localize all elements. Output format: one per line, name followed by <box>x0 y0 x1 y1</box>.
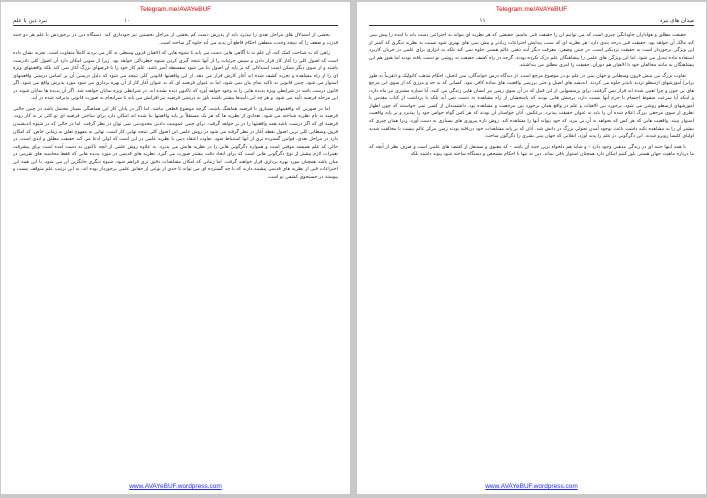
paragraph: بخشی از استدلال های مراحل بعدی را نپذیرد باید از پذیرش دست کم بخشی از مراحل نخستین نیز خودداری کند. دستگاه دین در برخوردش با علم هر دو جنبه قدرت و ضعف را که نتیجه وحدت منطقی احکام قاطع آن پدید می آید جلوه گر ساخته است. <box>13 33 338 46</box>
paragraph: تفاوت بزرگ بین بینش قرون وسطایی و جهان بینی در علم نو در موضوع مرجع است. از دیدگاه درس خواندگان، متن انجیل، احکام مذهب کاتولیک و (تقریباً به طور برابر) آموزشهای ارسطو تردید ناپذیر جلوه می کردند. اندیشه های اصیل و حتی بررسی واقعیت های ساده کافی نبود. کسانی که به حد و مرزی که از سوی این مرجع های بی چون و چرا تعیین شده اند قرار نمی گرفتند، برای پرسشهایی از این قبیل که در آن سوی زمین نیز انسان هایی زندگی می کنند، آیا سیاره مشتری نیز ماه دارد، و اینکه آیا سرعت سقوط اجسام با جرم آنها نسبت دارد، پرسش هایی بودند که پاسخشان از راه مشاهده به دست نمی آید بلکه با برداشت از کتاب مقدس یا آموزشهای ارسطو روشن می شود. برخورد بین الاهیات و علم در واقع همان برخورد بین مرجعیت و مشاهده بود. دانشمندان از کسی نمی خواستند که چون اظهار نظری از سوی مرجعی بزرگ اعلام شده آن را باید به عنوان حقیقت بپذیرد. برعکس، آنان خواستار آن بودند که هر کس گواه حواس خود را بپذیرد و بر پایه واقعیت استوار ببیند. واقعیت هایی که هر کس که بخواهد به آن پی ببرد، که خود بتواند آنها را مشاهده کند. روش تازه پیروزی های بسیاری به دست آورد. زیرا همان چیزی که بیشتر آن را به مشاهده تکیه داشت باعث بوجود آمدن تحولی بزرگ در دانش شد. آنان که بر پایه مشاهدات خود دریافته بودند زمین مرکز عالم نیست با مخالفت شدید اولیای کلیسا روبرو شدند. این دگرگونی در علم را پدید آورد، انقلابی که جهان بینی بشری را دگرگون ساخت. <box>369 73 694 140</box>
paragraph: با همه اینها جنبه ای در زندگی مذهبی وجود دارد – و شاید هم دلخواه ترین جنبه آن باشد – که معنوی و مستقل از کشف های علمی است و صرف نظر از آنچه که ما درباره ماهیت جهان هستی باور کنیم امکان دارد همچنان استوار باقی بماند. دین نه تنها با احکام مشخص و دستگاه ساخته شود پیوند داشته بلکه <box>369 144 694 158</box>
page-header <box>13 16 338 26</box>
telegram-link[interactable]: Telegram.me/AVAYeBUF <box>495 6 568 13</box>
book-page-left <box>1 2 350 494</box>
telegram-link[interactable]: Telegram.me/AVAYeBUF <box>139 6 212 13</box>
header-title: نبرد دین با علم <box>13 18 48 24</box>
paragraph: حقیقت مطلق و هواداران جاودانگی چیزی است که می توانیم آن را حقیقت فنی بنامیم. حقیقتی که هر نظریه ای نتواند به اختراعی دست یابد یا آینده را پیش بینی کند مالک آن خواهد بود. حقیقت فنی درجه بندی دارد: هر نظریه ای که سبب پیدایش اختراعات زیادتر و پیش بینی های بهتری شود نسبت به نظریه دیگری که کمتر از این ویژگی برخوردار است به حقیقت نزدیکتر است. در چنین وضعی، معرفت دیگر آینه ذهنی عالم هستی جلوه نمی کند بلکه به ابزاری برای علمی در جریان کاربرد استفاده ماده تبدیل می شود. اما این ویژگی های علمی را پیشاهنگان علم درک نکرده بودند. گرچه در راه کشف حقیقت به روشی نو دست یافته بودند اما هنوز هم این پیشاهنگان به مانند مخالفان خود با الاهیان هم دوران، حقیقت را امری مطلق می پنداشتند. <box>369 33 694 69</box>
website-link[interactable]: www.AVAYeBUF.wordpress.com <box>485 483 578 490</box>
book-page-right <box>357 2 706 494</box>
paragraph: اما در صورتی که واقعیتهای بسیاری با فرضیه هماهنگ باشند، گرچه موضوع قطعی نباشد، اما اگر در پایان کار این هماهنگی بسیار محتمل باشد در چنین حالتی فرضیه به نام نظریه شناخته می شود. تعدادی از نظریه ها که هر یک مستقلاً بر پایه واقعیتها بنا شده اند امکان دارد برای ساختن فرضیه ای نو کلی تر به کار روند. فرضیه ای که اگر درست باشد همه واقعیتها را در بر خواهد گرفت. برای چنین عمومیت دادنی محدودیتی نمی توان در نظر گرفت. اما در حالی که در شیوه اندیشیدن قرون وسطایی کلی ترین اصول نقطه آغاز در نظر گرفته می شود در روش علمی این اصول کلی نتیجه نهایی کار است. نهایی به مفهوم تعلق به زمانی خاص. که امکان دارد در مراحل بعدی، قوانین گسترده تری از آنها استنباط شود. تفاوت اعتقاد دینی با نظریه علمی در این است که اولی ادعا می کند حقیقت مطلق و ابدی است، در حالی که علم همیشه موقتی است و همواره دگرگونی هایی را در نظریه هایش می پذیرد. به علاوه روش علمی از آنچه تاکنون به دست آمده است برای پیشرفت تغییرات لازم بیشتر از نوع دگرگونی هایی است که برای ایجاد دقت بیشتر صورت می گیرد. نظریه های قدیمی در مورد پدیده هایی که فقط محاسبه های تقریبی در میان باشد همچنان مورد بهره برداری قرار خواهند گرفت. اما زمانی که امکان مشاهدات دقیق تری فراهم شود، شیوه دیگری جایگزین آن می شود. با این همه این اختراعات فنی از نظریه های قدیمی پیشینه دارند که با چه گسترده ای می تواند تا حدی از نوعی از حقایق علمی برخوردار بوده اند، به این ترتیب علم متوقف نیست و پیوسته در جستجوی کشفی نو است. <box>13 106 338 180</box>
page-body <box>369 32 694 472</box>
page-body <box>13 32 338 472</box>
paragraph: راهی که به شناخت کمک کند، آن علم نه تا آگاهی هایی دست می یابد تا شیوه هایی که الاهیان قرون وسطی به کار می بردند کاملاً متفاوت است. تجربه نشان داده است که اصول کلی را آغاز کار قرار دادن و سپس جزئیات را از آنها نتیجه گیری کردن شیوه خطرناکی خواهد بود. زیرا از سویی امکان دارد آن اصول کلی نادرست باشند و از سوی دیگر ممکن است استدلالی که بر پایه آن اصول بنا می شود سفسطه آمیز باشد. علم کار خود را با فرضهای بزرگ آغاز نمی کند بلکه واقعیتهای ویژه ای را از راه مشاهده و تجربه کشف شده اند آغاز کارش قرار می دهد. از این واقعیتها قانونی کلی نتیجه می شود که دلیل درستی آن بر اساس درستی واقعیتهای استوار می شود. چنین قانونی نه تاکید تمام بیان نمی شود، اما به عنوان فرضیه ای که به عنوان آغاز کار از آن بهره برداری می شود مورد پذیرش واقع می شود. اگر قانون درست باشد در شرایطی ویژه پدیده هایی را به وجود خواهد آورد که تاکنون دیده نشده اند. در شرایطی ویژه نمایان خواهند شد. اگر آن پدیده ها نمایان شوند در این مرحله فرضیه تأیید می شود. و هر چه این تأییدها بیشتر باشند باور به درستی فرضیه نیز افزایش می یابد تا سرانجام به صورت قانونی پذیرفته شده در آید. <box>13 51 338 102</box>
page-header <box>369 16 694 26</box>
header-title: میدان های نبرد <box>659 18 694 24</box>
page-number: ۱۰ <box>124 18 130 24</box>
website-link[interactable]: www.AVAYeBUF.wordpress.com <box>129 483 222 490</box>
page-number: ۱۱ <box>479 18 486 24</box>
